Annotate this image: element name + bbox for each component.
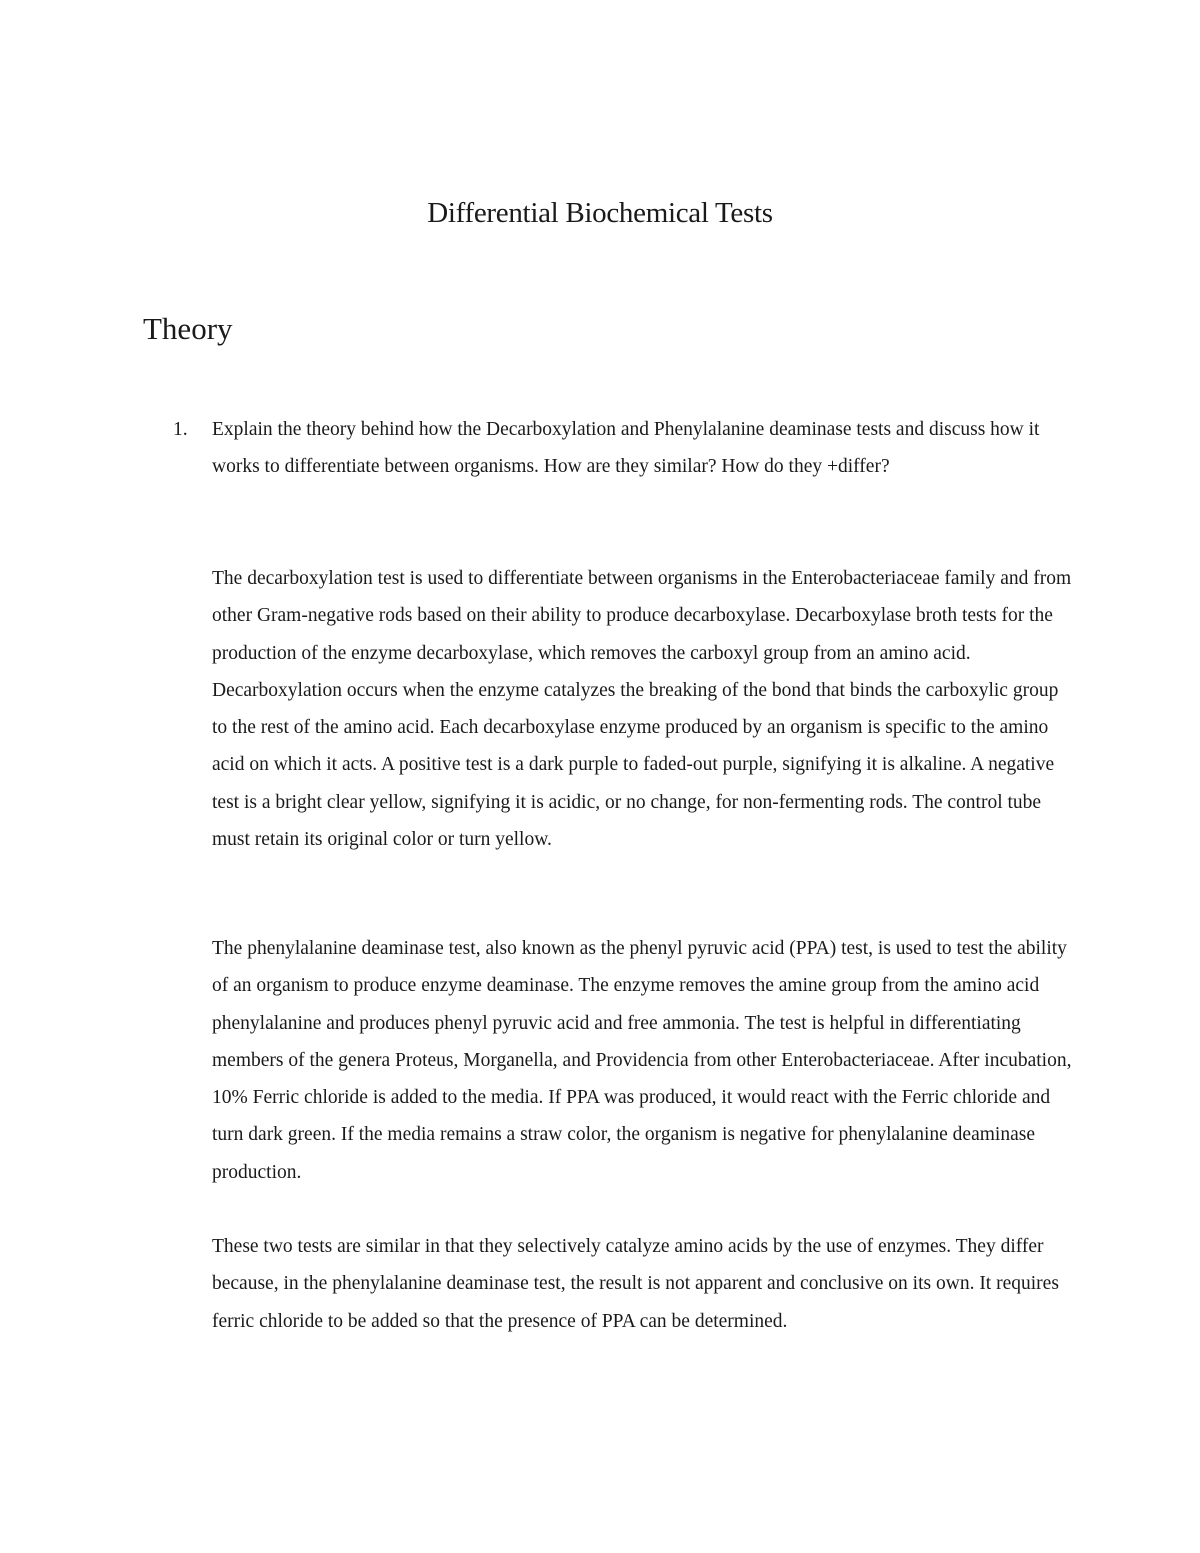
question-number: 1. — [173, 419, 188, 440]
answer-paragraph-decarboxylation: The decarboxylation test is used to differentiate between organisms in the Enterobacteriaceae family and from other Gram-negative rods based on their ability to produce decarboxylase. Decarboxylase broth tests for the production of the enzyme decarboxylase, which removes the carboxyl group from an amino acid. Decarboxylation occurs when the enzyme catalyzes the breaking of the bond that binds the carboxylic group to the rest of the amino acid. Each decarboxylase enzyme produced by an organism is specific to the amino acid on which it acts. A positive test is a dark purple to faded-out purple, signifying it is alkaline. A negative test is a bright clear yellow, signifying it is acidic, or no change, for non-fermenting rods. The control tube must retain its original color or turn yellow. — [212, 568, 1072, 851]
answer-paragraph-phenylalanine: The phenylalanine deaminase test, also known as the phenyl pyruvic acid (PPA) test, is used to test the ability of an organism to produce enzyme deaminase. The enzyme removes the amine group from the amino acid phenylalanine and produces phenyl pyruvic acid and free ammonia. The test is helpful in differentiating members of the genera Proteus, Morganella, and Providencia from other Enterobacteriaceae. After incubation, 10% Ferric chloride is added to the media. If PPA was produced, it would react with the Ferric chloride and turn dark green. If the media remains a straw color, the organism is negative for phenylalanine deaminase production. — [212, 938, 1072, 1183]
question-text: Explain the theory behind how the Decarboxylation and Phenylalanine deaminase tests and discuss how it works to differentiate between organisms. How are they similar? How do they +differ? — [212, 419, 1040, 478]
answer-paragraph-comparison: These two tests are similar in that they selectively catalyze amino acids by the use of enzymes. They differ because, in the phenylalanine deaminase test, the result is not apparent and conclusive on its own. It requires ferric chloride to be added so that the presence of PPA can be determined. — [212, 1236, 1059, 1332]
document-title: Differential Biochemical Tests — [427, 197, 773, 229]
section-heading-theory: Theory — [143, 311, 233, 346]
